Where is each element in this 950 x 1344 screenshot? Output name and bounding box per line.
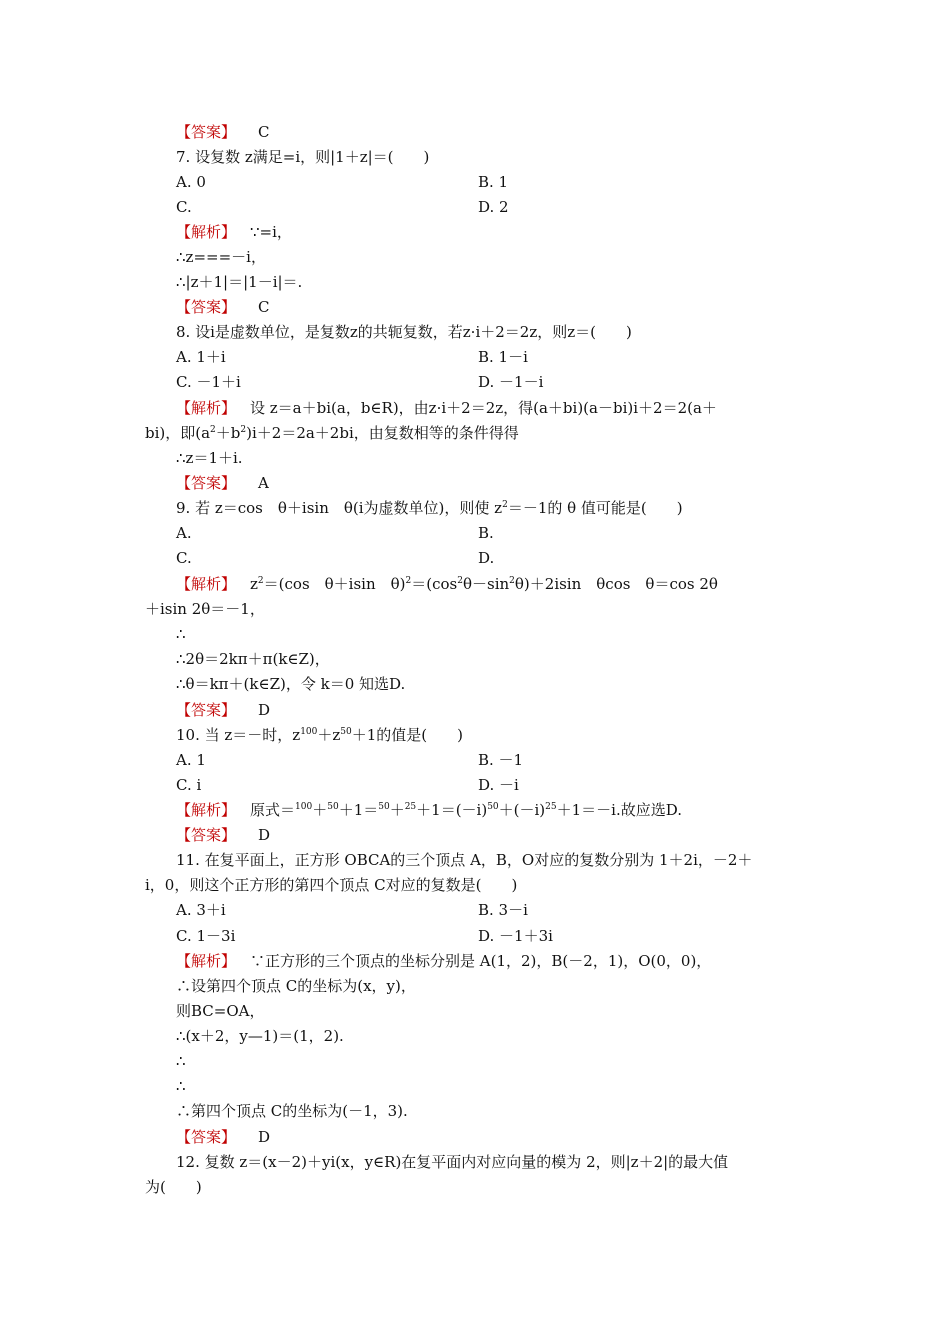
solution-text: 设 z＝a＋bi(a，b∈R)，由z·i＋2＝2z，得(a＋bi)(a－bi)i＋2＝2(a＋: [250, 399, 717, 417]
solution-text: θ－sin: [462, 575, 510, 593]
option-b: B. 3－i: [478, 901, 528, 919]
question-stem: [176, 723, 463, 748]
solution-line: ∴(x＋2，y—1)＝(1，2).: [176, 1027, 344, 1045]
option-a: A. 3＋i: [176, 901, 226, 919]
answer-value: D: [258, 826, 271, 844]
answer-line: [176, 120, 270, 145]
solution-text: )i＋2＝2a＋2bi，由复数相等的条件得得: [246, 424, 519, 442]
analysis-tag: 【解析】: [176, 399, 237, 417]
answer-value: C: [258, 298, 270, 316]
superscript: 50: [487, 802, 499, 812]
option-d: D. －1－i: [478, 373, 544, 391]
option-d: D. －i: [478, 776, 519, 794]
superscript: 2: [405, 576, 412, 586]
solution-text: ＋b: [215, 424, 241, 442]
stem-text: ＋1的值是( ): [351, 726, 463, 744]
analysis-tag: 【解析】: [176, 575, 237, 593]
solution-text: ∵正方形的三个顶点的坐标分别是 A(1，2)，B(－2，1)，O(0，0)，: [250, 952, 712, 970]
stem-text: 9. 若 z＝cos θ＋isin θ(i为虚数单位)，则使 z: [176, 499, 503, 517]
stem-text: ＋z: [317, 726, 341, 744]
solution-text: ＝(cos θ＋isin θ): [263, 575, 406, 593]
analysis-line: [176, 572, 718, 597]
solution-line: ∴: [176, 625, 186, 643]
superscript: 50: [340, 727, 352, 737]
analysis-line: [176, 220, 292, 245]
question-stem: 12. 复数 z＝(x－2)＋yi(x，y∈R)在复平面内对应向量的模为 2，则|z＋2|的最大值: [176, 1153, 729, 1171]
superscript: 2: [457, 576, 463, 586]
superscript: 2: [257, 576, 264, 586]
option-d: D.: [478, 549, 495, 567]
answer-tag: 【答案】: [176, 701, 237, 719]
solution-line: ∴2θ＝2kπ＋π(k∈Z)，: [176, 650, 330, 668]
analysis-line: [176, 396, 717, 421]
question-stem: 8. 设i是虚数单位，是复数z的共轭复数，若z·i＋2＝2z，则z＝( ): [176, 323, 632, 341]
option-c: C. 1－3i: [176, 927, 236, 945]
option-c: C.: [176, 549, 192, 567]
answer-tag: 【答案】: [176, 1128, 237, 1146]
solution-line: [145, 421, 519, 446]
superscript: 2: [502, 500, 508, 510]
question-stem: 11. 在复平面上，正方形 OBCA的三个顶点 A，B，O对应的复数分别为 1＋2i，－2＋: [176, 851, 753, 869]
option-b: B. 1: [478, 173, 509, 191]
option-a: A. 1＋i: [176, 348, 226, 366]
analysis-line: [176, 798, 682, 823]
solution-line: ∴|z＋1|＝|1－i|＝.: [176, 273, 303, 291]
analysis-tag: 【解析】: [176, 801, 237, 819]
option-c: C. i: [176, 776, 202, 794]
solution-line: ∴z===－i，: [176, 248, 266, 266]
solution-text: ＋1＝: [338, 801, 379, 819]
solution-text: ＋: [312, 801, 328, 819]
solution-text: ＋: [389, 801, 405, 819]
solution-text: ＋1＝－i.故应选D.: [556, 801, 682, 819]
superscript: 25: [404, 802, 417, 812]
solution-line: ∴: [176, 1052, 186, 1070]
option-d: D. 2: [478, 198, 509, 216]
answer-value: D: [258, 701, 271, 719]
option-a: A.: [176, 524, 192, 542]
question-stem: [176, 496, 683, 521]
answer-tag: 【答案】: [176, 123, 237, 141]
option-b: B. 1－i: [478, 348, 528, 366]
superscript: 2: [210, 425, 216, 435]
solution-text: ∵=i，: [250, 223, 292, 241]
superscript: 2: [509, 576, 515, 586]
answer-tag: 【答案】: [176, 826, 237, 844]
answer-tag: 【答案】: [176, 298, 237, 316]
option-a: A. 0: [176, 173, 206, 191]
stem-text: 10. 当 z＝－时，z: [176, 726, 301, 744]
option-a: A. 1: [176, 751, 206, 769]
solution-text: θ)＋2isin θcos θ＝cos 2θ: [514, 575, 718, 593]
solution-text: ＋1＝(－i): [416, 801, 488, 819]
solution-text: bi)，即(a: [145, 424, 211, 442]
question-stem: 为( ): [145, 1178, 202, 1196]
answer-line: [176, 698, 270, 723]
superscript: 2: [240, 425, 247, 435]
superscript: 50: [327, 802, 339, 812]
superscript: 100: [300, 727, 318, 737]
option-c: C. －1＋i: [176, 373, 241, 391]
answer-line: [176, 823, 270, 848]
answer-value: D: [258, 1128, 271, 1146]
analysis-line: [176, 949, 711, 974]
solution-line: ∴z＝1＋i.: [176, 449, 243, 467]
option-b: B. －1: [478, 751, 524, 769]
option-d: D. －1＋3i: [478, 927, 553, 945]
option-b: B.: [478, 524, 494, 542]
option-c: C.: [176, 198, 192, 216]
solution-text: 原式＝: [250, 801, 296, 819]
question-stem: 7. 设复数 z满足=i，则|1＋z|＝( ): [176, 148, 430, 166]
solution-text: z: [250, 575, 258, 593]
answer-line: [176, 295, 270, 320]
answer-line: [176, 471, 269, 496]
analysis-tag: 【解析】: [176, 952, 237, 970]
superscript: 100: [295, 802, 313, 812]
solution-line: ∴设第四个顶点 C的坐标为(x，y)，: [176, 977, 416, 995]
answer-value: A: [258, 474, 269, 492]
superscript: 50: [378, 802, 390, 812]
solution-line: ∴: [176, 1077, 186, 1095]
analysis-tag: 【解析】: [176, 223, 237, 241]
stem-text: ＝－1的 θ 值可能是( ): [507, 499, 683, 517]
solution-line: ＋isin 2θ＝－1，: [145, 600, 265, 618]
solution-line: 则BC=OA，: [176, 1002, 265, 1020]
answer-line: [176, 1125, 270, 1150]
answer-tag: 【答案】: [176, 474, 237, 492]
answer-value: C: [258, 123, 270, 141]
superscript: 25: [545, 802, 557, 812]
solution-line: ∴θ＝kπ＋(k∈Z)，令 k＝0 知选D.: [176, 675, 406, 693]
solution-text: ＋(－i): [498, 801, 546, 819]
solution-text: ＝(cos: [411, 575, 458, 593]
question-stem: i，0，则这个正方形的第四个顶点 C对应的复数是( ): [145, 876, 518, 894]
solution-line: ∴第四个顶点 C的坐标为(－1，3).: [176, 1102, 408, 1120]
